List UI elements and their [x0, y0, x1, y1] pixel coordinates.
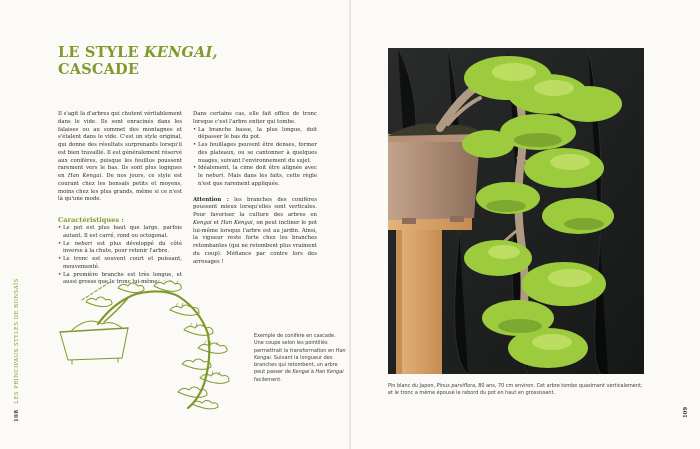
- caption-text: facilement.: [254, 376, 282, 383]
- trunk-outline: [98, 291, 209, 408]
- intro-paragraph: [58, 111, 182, 204]
- list-item-text: La branche basse, la plus longue, doit dépasser le bas du pot.: [198, 126, 317, 141]
- attention-italic: Kengai: [193, 219, 212, 226]
- attention-text: et: [211, 219, 221, 226]
- page-number-left: 108: [14, 409, 20, 422]
- running-head: [14, 278, 20, 422]
- photo-caption: [388, 383, 646, 398]
- attention-text: les branches des conifères poussent mieux lorsqu'elles sont verticales. Pour favoriser la culture des arbres en: [193, 196, 317, 218]
- attention-italic: Han Kengai: [220, 219, 253, 226]
- caption-italic: Han Kengai: [315, 369, 344, 376]
- list-item-text: La première branche est très longue, et aussi grosse que le tronc lui-même.: [63, 271, 182, 286]
- attention-paragraph: [193, 197, 317, 267]
- text-column-right: [193, 111, 317, 266]
- cut-line: [82, 282, 110, 300]
- title-plain: LE STYLE: [58, 44, 145, 61]
- page-title: [58, 44, 218, 78]
- page-number-right: 109: [683, 406, 689, 418]
- list-item-text: Les feuillages peuvent être denses, former des plateaux, ou se cantonner à quelques nuages, suivant l'environnement du sujet.: [198, 142, 317, 164]
- foliage-clouds: [86, 281, 229, 409]
- caption-italic: Pinus parviflora: [436, 383, 476, 389]
- kengai-bonsai-sketch-icon: [58, 280, 234, 414]
- list-item-italic: nebari: [74, 240, 93, 247]
- list-item: [58, 241, 182, 257]
- caption-italic: Han Kengai: [254, 347, 346, 361]
- running-head-text: LES PRINCIPAUX STYLES DE BONSAÏS: [14, 278, 20, 404]
- intro-text-2: . De nos jours, ce style est courant chez les bonsaïs petits et moyens, moins chez les plus grands, même si ce n'est là qu'une mode.: [58, 173, 182, 203]
- characteristics-heading: Caractéristiques :: [58, 216, 124, 224]
- list-item: [58, 225, 182, 241]
- intro-text-1: Il s'agit là d'arbres qui chutent véritablement dans le vide. Ils sont enracinés dans les falaises ou au sommet des montagnes et s'étalent dans le vide. C'est un style original, qui donne des résultats surprenants lorsqu'il est bien travaillé. Il est généralement réservé aux conifères, puisque les feuillus poussent rarement vers le bas. Ils sont plus logiques en: [58, 111, 182, 179]
- cascade-pine-photo-icon: [388, 48, 644, 374]
- list-item: [193, 165, 317, 188]
- drawing-caption: [254, 333, 346, 384]
- intro-text-italic: Han Kengai: [67, 173, 102, 179]
- continuation-text: Dans certains cas, elle fait office de tronc lorsque c'est l'arbre entier qui tombe.: [193, 111, 317, 125]
- caption-text: Pin blanc du Japon,: [388, 383, 437, 389]
- caption-text: à: [309, 369, 316, 376]
- list-item: [193, 127, 317, 143]
- title-italic: KENGAI,: [144, 44, 218, 61]
- list-item-text: . Mais dans les faits, cette règle n'est que rarement appliquée.: [198, 173, 317, 187]
- list-item-text: Le: [63, 240, 75, 247]
- caption-text: Exemple de conifère en cascade. Une coupe selon les pointillés permettrait la transformation en: [254, 333, 336, 354]
- pot-outline: [60, 328, 128, 360]
- title-line-1: [58, 44, 218, 61]
- attention-label: Attention :: [193, 196, 229, 203]
- title-line-2: CASCADE: [58, 61, 140, 78]
- list-item: [193, 142, 317, 165]
- characteristics-list: [58, 225, 182, 287]
- list-item-italic: nebari: [205, 173, 224, 179]
- caption-text: , 80 ans, 70 cm environ. Cet arbre tombe quasiment verticalement, et le tronc a même épousé le rebord du pot en haut en grossissant.: [388, 383, 643, 397]
- attention-text: , on peut incliner le pot lui-même lorsque l'arbre est au jardin. Ainsi, la vigueur reste forte chez les branches retombantes (qui ne retombent plus vraiment du coup). Méfiance par contre lors des arrosages !: [193, 219, 317, 265]
- list-item: [58, 256, 182, 272]
- list-item-text: Idéalement, la cime doit être alignée avec le: [198, 165, 317, 179]
- characteristics-list-continued: [193, 127, 317, 189]
- list-item-text: Le tronc est souvent court et puissant, mouvementé.: [63, 256, 182, 270]
- caption-text: . Suivant la longueur des branches qui retombent, un arbre peut passer de: [254, 354, 338, 376]
- list-item-text: est plus développé du côté inverse à la chute, pour retenir l'arbre.: [63, 240, 182, 255]
- text-column-left: [58, 111, 182, 287]
- caption-italic: Kengai: [292, 369, 310, 376]
- list-item-text: Le pot est plus haut que large, parfois autant. Il est carré, rond ou octogonal.: [63, 225, 182, 239]
